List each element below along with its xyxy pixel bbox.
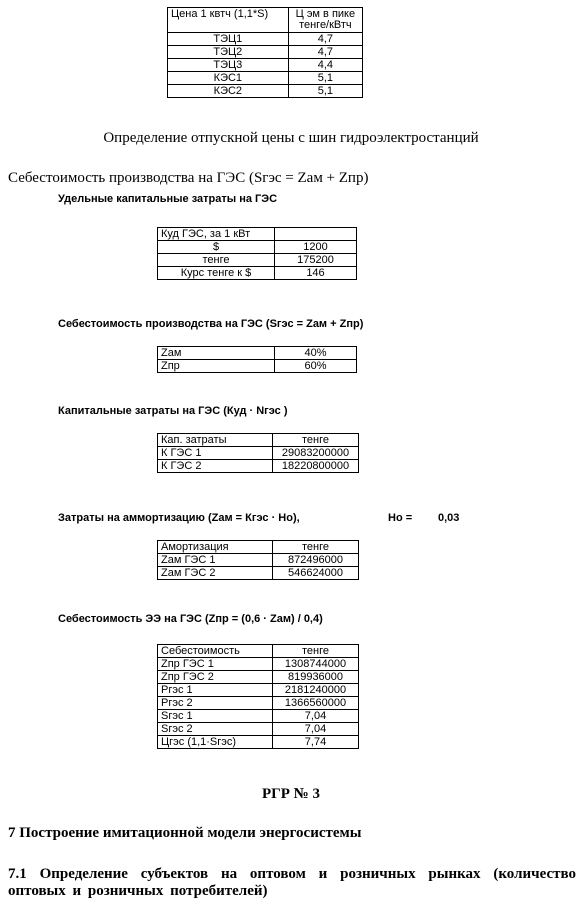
table-header-cell: тенге: [273, 645, 359, 658]
table-cell: $: [158, 241, 275, 254]
table-row: [158, 684, 359, 697]
table-cell: К ГЭС 1: [158, 447, 273, 460]
amortization-norm-value: 0,03: [438, 512, 460, 524]
table-cell: 4,4: [288, 59, 362, 72]
table-cell: 146: [275, 267, 357, 280]
table-row: [158, 267, 357, 280]
capex-unit-heading: Удельные капитальные затраты на ГЭС: [58, 193, 278, 205]
table-cell: Pгэс 2: [158, 697, 273, 710]
table-cell: 175200: [275, 254, 357, 267]
table-cell: Zам: [158, 347, 275, 360]
table-row: [158, 254, 357, 267]
table-header-row: [158, 645, 359, 658]
amortization-table: [157, 540, 359, 580]
cost-shares-heading: Себестоимость производства на ГЭС (Sгэс = Zам + Zпр): [58, 318, 364, 330]
table-cell: Zам ГЭС 2: [158, 567, 273, 580]
table-cell: Цгэс (1,1·Sгэс): [158, 736, 273, 749]
table-row: [158, 360, 357, 373]
table-cell: Zам ГЭС 1: [158, 554, 273, 567]
table-cell: Sгэс 2: [158, 723, 273, 736]
table-row: [158, 710, 359, 723]
table-row: [158, 736, 359, 749]
table-cell: К ГЭС 2: [158, 460, 273, 473]
table-cell: 1200: [275, 241, 357, 254]
section-title: Определение отпускной цены с шин гидроэлектростанций: [103, 130, 479, 146]
table-cell: Sгэс 1: [158, 710, 273, 723]
table-row: [158, 554, 359, 567]
table-cell: Куд ГЭС, за 1 кВт: [158, 228, 275, 241]
table-header-row: [168, 8, 363, 33]
table-cell: 4,7: [288, 46, 362, 59]
table-header-cell: Ц эм в пике тенге/кВтч: [288, 8, 362, 33]
table-header-cell: Себестоимость: [158, 645, 273, 658]
table-row: [158, 723, 359, 736]
table-cell: 1308744000: [273, 658, 359, 671]
energy-cost-heading: Себестоимость ЭЭ на ГЭС (Zпр = (0,6 · Zам) / 0,4): [58, 613, 323, 625]
capex-unit-table: [157, 227, 357, 280]
table-row: [168, 33, 363, 46]
table-cell: КЭС2: [168, 85, 289, 98]
table-row: [168, 72, 363, 85]
table-header-row: [158, 541, 359, 554]
table-header-row: [158, 434, 359, 447]
table-row: [158, 347, 357, 360]
table-header-cell: Цена 1 квтч (1,1*S): [168, 8, 289, 33]
table-cell: 4,7: [288, 33, 362, 46]
table-cell: 5,1: [288, 72, 362, 85]
table-cell: 18220800000: [273, 460, 359, 473]
table-cell: ТЭЦ2: [168, 46, 289, 59]
table-cell: Zпр ГЭС 1: [158, 658, 273, 671]
table-header-cell: тенге: [273, 434, 359, 447]
table-cell: 7,74: [273, 736, 359, 749]
table-row: [158, 241, 357, 254]
table-cell: 7,04: [273, 723, 359, 736]
table-cell: 5,1: [288, 85, 362, 98]
table-row: [158, 671, 359, 684]
table-cell: 1366560000: [273, 697, 359, 710]
capex-heading: Капитальные затраты на ГЭС (Куд · Nгэс ): [58, 405, 288, 417]
table-cell: КЭС1: [168, 72, 289, 85]
table-row: [158, 447, 359, 460]
table-row: [158, 567, 359, 580]
table-cell: Zпр ГЭС 2: [158, 671, 273, 684]
amortization-norm-label: Но =: [388, 512, 413, 524]
table-header-cell: Кап. затраты: [158, 434, 273, 447]
energy-cost-table: [157, 644, 359, 749]
table-cell: Zпр: [158, 360, 275, 373]
table-row: [158, 697, 359, 710]
amortization-heading: Затраты на аммортизацию (Zам = Кгэс · Но),: [58, 512, 300, 524]
subsection-title: 7.1 Определение субъектов на оптовом и розничных рынках (количество оптовых и розничных потребителей): [8, 866, 576, 899]
table-row: [168, 59, 363, 72]
rgr-title: РГР № 3: [262, 786, 320, 802]
table-cell: [275, 228, 357, 241]
cost-formula-line: Себестоимость производства на ГЭС (Sгэс = Zам + Zпр): [8, 170, 369, 186]
table-row: [158, 228, 357, 241]
table-row: [168, 85, 363, 98]
table-cell: ТЭЦ1: [168, 33, 289, 46]
table-cell: 819936000: [273, 671, 359, 684]
table-cell: 29083200000: [273, 447, 359, 460]
table-cell: 2181240000: [273, 684, 359, 697]
price-table: [167, 7, 363, 98]
table-cell: 7,04: [273, 710, 359, 723]
cost-shares-table: [157, 346, 357, 373]
table-cell: тенге: [158, 254, 275, 267]
table-cell: Курс тенге к $: [158, 267, 275, 280]
chapter-title: 7 Построение имитационной модели энергосистемы: [8, 825, 362, 841]
table-row: [158, 658, 359, 671]
table-cell: ТЭЦ3: [168, 59, 289, 72]
table-cell: 872496000: [273, 554, 359, 567]
table-cell: 40%: [275, 347, 357, 360]
table-header-cell: Амортизация: [158, 541, 273, 554]
table-row: [168, 46, 363, 59]
capex-table: [157, 433, 359, 473]
table-cell: Pгэс 1: [158, 684, 273, 697]
table-cell: 546624000: [273, 567, 359, 580]
table-header-cell: тенге: [273, 541, 359, 554]
table-cell: 60%: [275, 360, 357, 373]
table-row: [158, 460, 359, 473]
